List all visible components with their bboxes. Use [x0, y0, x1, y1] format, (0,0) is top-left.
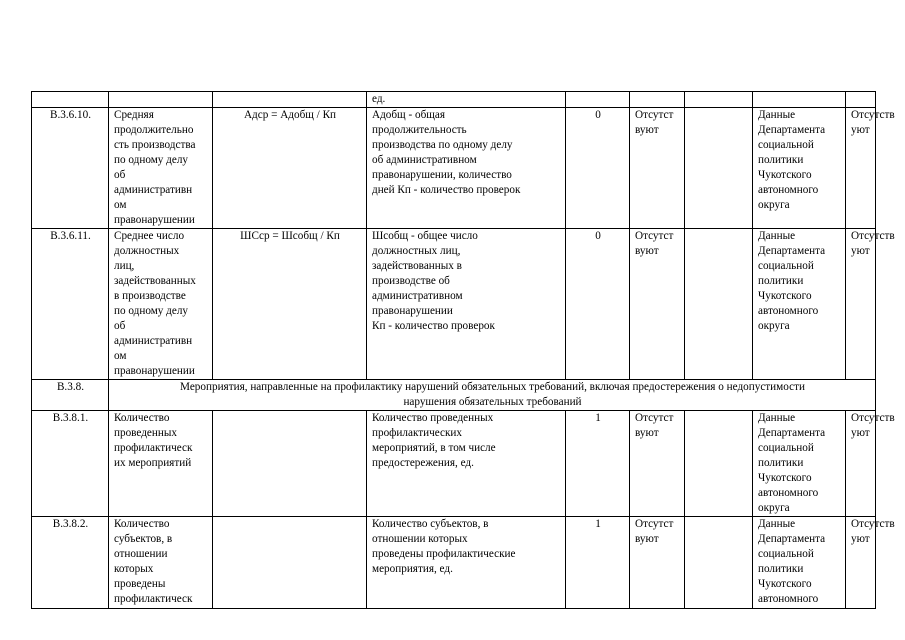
cell-name: Среднее число должностных лиц, задействованных в производстве по одному делу об административн ом правонарушении	[109, 229, 213, 380]
continuation-row	[32, 92, 876, 108]
cell-current: Отсутст вуют	[630, 229, 685, 380]
cell-target: 1	[566, 411, 630, 517]
cell-current	[630, 92, 685, 108]
cell-extra	[685, 108, 753, 229]
cell-code: В.3.8.2.	[32, 517, 109, 609]
cell-note	[846, 92, 876, 108]
cell-current: Отсутст вуют	[630, 411, 685, 517]
cell-source: Данные Департамента социальной политики Чукотского автономного округа	[753, 108, 846, 229]
cell-code: В.3.8.1.	[32, 411, 109, 517]
table-row	[32, 108, 876, 229]
cell-source: Данные Департамента социальной политики Чукотского автономного	[753, 517, 846, 609]
cell-formula: Адср = Адобщ / Кп	[213, 108, 367, 229]
cell-name: Количество субъектов, в отношении которых проведены профилактическ	[109, 517, 213, 609]
table-row	[32, 229, 876, 380]
cell-target: 1	[566, 517, 630, 609]
cell-source: Данные Департамента социальной политики Чукотского автономного округа	[753, 411, 846, 517]
cell-note: Отсутств уют	[846, 411, 876, 517]
cell-name: Средняя продолжительно сть производства по одному делу об административн ом правонарушении	[109, 108, 213, 229]
cell-description: ед.	[367, 92, 566, 108]
cell-code: В.3.6.11.	[32, 229, 109, 380]
cell-description: Адобщ - общая продолжительность производства по одному делу об административном правонарушении, количество дней Кп - количество проверок	[367, 108, 566, 229]
cell-note: Отсутств уют	[846, 108, 876, 229]
cell-name	[109, 92, 213, 108]
cell-extra	[685, 517, 753, 609]
section-row	[32, 380, 876, 411]
cell-extra	[685, 411, 753, 517]
cell-source	[753, 92, 846, 108]
cell-note: Отсутств уют	[846, 517, 876, 609]
cell-target: 0	[566, 229, 630, 380]
cell-code: В.3.6.10.	[32, 108, 109, 229]
table-row	[32, 517, 876, 609]
cell-current: Отсутст вуют	[630, 108, 685, 229]
cell-extra	[685, 229, 753, 380]
cell-target: 0	[566, 108, 630, 229]
cell-description: Количество проведенных профилактических мероприятий, в том числе предостережения, ед.	[367, 411, 566, 517]
cell-description: Количество субъектов, в отношении которых проведены профилактические мероприятия, ед.	[367, 517, 566, 609]
cell-formula	[213, 92, 367, 108]
cell-formula	[213, 517, 367, 609]
cell-note: Отсутств уют	[846, 229, 876, 380]
indicators-table	[31, 91, 895, 609]
cell-extra	[685, 92, 753, 108]
table-row	[32, 411, 876, 517]
section-code: В.3.8.	[32, 380, 109, 411]
section-title: Мероприятия, направленные на профилактику нарушений обязательных требований, включая предостережения о недопустимости нарушения обязательных требований	[109, 380, 876, 411]
cell-name: Количество проведенных профилактическ их мероприятий	[109, 411, 213, 517]
cell-formula	[213, 411, 367, 517]
cell-current: Отсутст вуют	[630, 517, 685, 609]
cell-code	[32, 92, 109, 108]
cell-source: Данные Департамента социальной политики Чукотского автономного округа	[753, 229, 846, 380]
cell-formula: ШСср = Шсобщ / Кп	[213, 229, 367, 380]
cell-description: Шсобщ - общее число должностных лиц, задействованных в производстве об административном правонарушении Кп - количество проверок	[367, 229, 566, 380]
cell-target	[566, 92, 630, 108]
